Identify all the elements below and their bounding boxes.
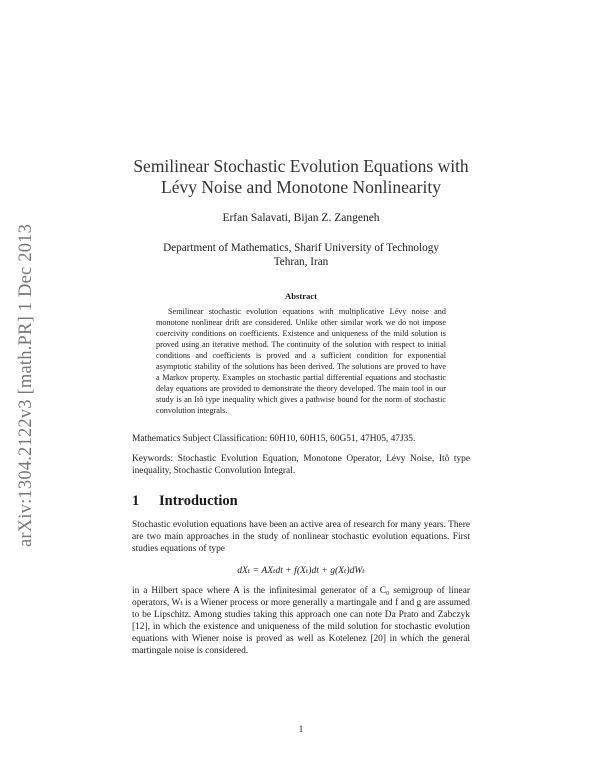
affiliation-line-1: Department of Mathematics, Sharif University of Technology [163,242,439,254]
page-number: 1 [298,725,304,735]
affiliation [132,241,470,269]
arxiv-id-text: arXiv:1304.2122v3 [math.PR] 1 Dec 2013 [16,223,37,547]
paper-title [122,156,480,198]
affiliation-line-2: Tehran, Iran [273,256,329,268]
arxiv-side-identifier [17,210,37,560]
authors: Erfan Salavati, Bijan Z. Zangeneh [222,212,380,224]
section-number: 1 [132,493,140,509]
keywords: Keywords: Stochastic Evolution Equation, Monotone Operator, Lévy Noise, Itô type inequality, Stochastic Convolution Integral. [132,454,470,476]
title-line-2: Lévy Noise and Monotone Nonlinearity [161,177,441,197]
intro-paragraph-1: Stochastic evolution equations have been an active area of research for many years. There are two main approaches in the study of nonlinear stochastic evolution equations. First studies equations of type [132,520,470,554]
section-heading [132,493,238,510]
section-title: Introduction [159,493,238,509]
title-line-1: Semilinear Stochastic Evolution Equations with [133,156,469,176]
intro-paragraph-2: in a Hilbert space where A is the infinitesimal generator of a C₀ semigroup of linear operators, Wₜ is a Wiener process or more generally a martingale and f and g are assumed to be Lipschitz. Among studies taking this approach one can note Da Prato and Zabczyk [12], in which the existence and uniqueness of the mild solution for stochastic evolution equations with Wiener noise is proved as well as Kotelenez [20] in which the general martingale noise is considered. [132,586,470,656]
subject-classification: Mathematics Subject Classification: 60H10, 60H15, 60G51, 47H05, 47J35. [132,434,416,444]
abstract-heading: Abstract [285,291,317,301]
abstract-body: Semilinear stochastic evolution equations with multiplicative Lévy noise and monotone nonlinear drift are considered. Unlike other similar work we do not impose coercivity conditions on coefficients. Existence and uniqueness of the mild solution is proved using an iterative method. The continuity of the solution with respect to initial conditions and coefficients is proved and a sufficient condition for exponential asymptotic stability of the solutions has been derived. The solutions are proved to have a Markov property. Examples on stochastic partial differential equations and stochastic delay equations are provided to demonstrate the theory developed. The main tool in our study is an Itô type inequality which gives a pathwise bound for the norm of stochastic convolution integrals. [156,307,446,415]
equation: dXₜ = AXₜdt + f(Xₜ)dt + g(Xₜ)dWₜ [237,565,365,576]
